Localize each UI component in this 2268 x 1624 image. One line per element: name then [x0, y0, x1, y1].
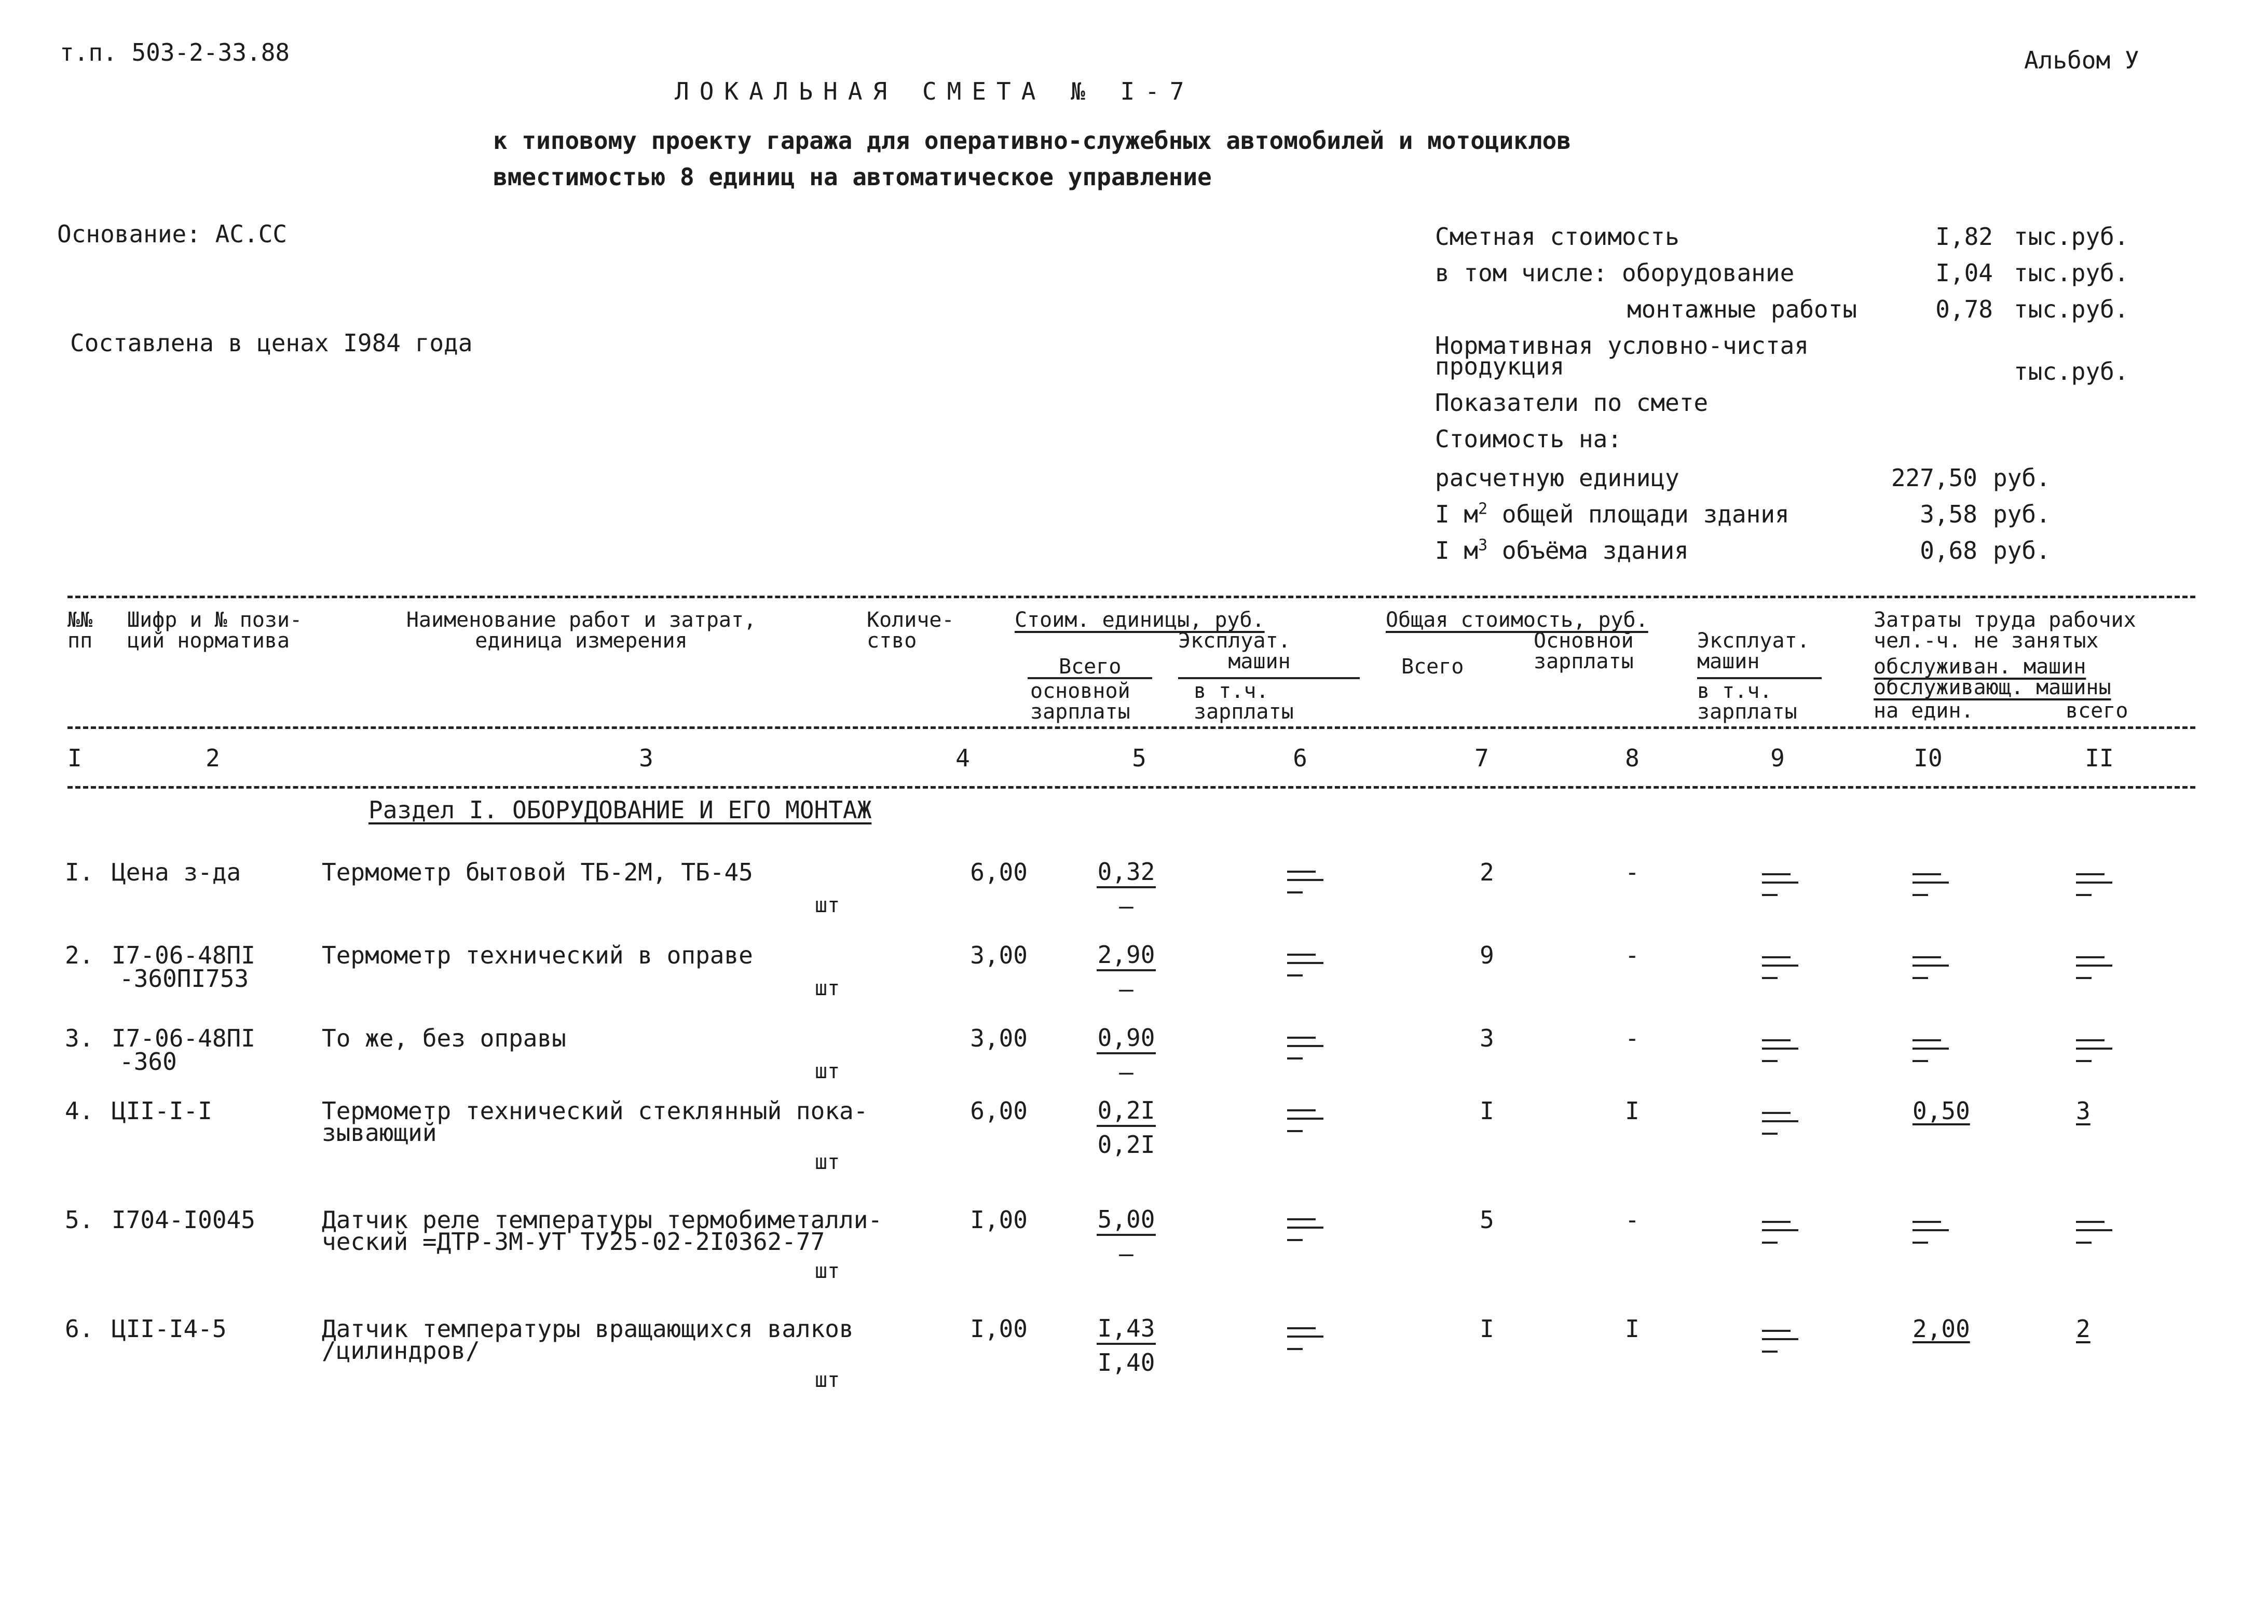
row-unit: шт	[815, 1259, 840, 1283]
row-wages: -	[1625, 1206, 1639, 1234]
row-unit-cost	[1074, 938, 1178, 1006]
col-number-2: 2	[206, 744, 220, 772]
row-name: То же, без оправы	[322, 1024, 566, 1052]
per-unit-value: 227,50	[1891, 464, 1977, 492]
page-title: ЛОКАЛЬНАЯ СМЕТА № I-7	[675, 77, 1195, 105]
row-code-cont: -360	[119, 1048, 177, 1076]
labor-total-dash	[2076, 947, 2123, 983]
col-code-header: Шифр и № пози- ций норматива	[127, 608, 303, 653]
total-machines-dash	[1762, 1030, 1809, 1066]
row-labor-total: 3	[2076, 1097, 2091, 1125]
unit-cost-wages: 0,2I	[1097, 1131, 1155, 1159]
row-unit: шт	[815, 893, 840, 917]
row-labor-total: 2	[2076, 1315, 2091, 1343]
total-wages-header: Основной зарплаты	[1534, 629, 1634, 673]
col-number-3: 3	[639, 744, 653, 772]
row-unit-cost	[1074, 1093, 1178, 1162]
unit-total-header: Всего	[1059, 655, 1122, 679]
col-qty-header: Количе- ство	[867, 608, 954, 653]
unit-cost-total: 2,90	[1097, 941, 1156, 971]
col-number-11: II	[2085, 744, 2114, 772]
row-unit: шт	[815, 1368, 840, 1392]
row-unit-cost	[1074, 1311, 1178, 1380]
unit-cost-total: I,43	[1097, 1315, 1156, 1345]
row-name: Датчик реле температуры термобиметалли-	[322, 1206, 883, 1234]
unit-cost-wages: –	[1119, 1240, 1133, 1268]
including-label: в том числе: оборудование	[1435, 259, 1795, 287]
mounting-unit: тыс.руб.	[2014, 295, 2129, 323]
row-code: ЦII-I4-5	[112, 1315, 227, 1343]
col-number-1: I	[67, 744, 82, 772]
per-m2-label: I $м^2$ общей площади здания	[1435, 500, 1789, 528]
header-mid-rule	[67, 726, 2195, 729]
row-unit-cost	[1074, 1202, 1178, 1271]
row-wages: -	[1625, 1024, 1639, 1052]
normative-unit: тыс.руб.	[2014, 357, 2129, 386]
labor-service-header: обслуживан. машин	[1874, 655, 2086, 679]
row-quantity: 6,00	[970, 858, 1028, 886]
unit-machines-dash	[1287, 1027, 1334, 1064]
indicators-label: Показатели по смете	[1435, 389, 1709, 417]
unit-machines-dash	[1287, 1318, 1334, 1354]
per-m2-value: 3,58	[1920, 500, 1977, 528]
row-name: Термометр технический стеклянный пока-	[322, 1097, 868, 1125]
row-number: 6.	[65, 1315, 94, 1343]
row-name: Термометр бытовой ТБ-2М, ТБ-45	[322, 858, 753, 886]
total-cost-group: Общая стоимость, руб.	[1386, 608, 1648, 632]
row-total: 2	[1480, 858, 1494, 886]
row-code: I7-06-48ПI	[112, 941, 255, 969]
row-unit-cost	[1074, 1021, 1178, 1089]
row-quantity: 3,00	[970, 941, 1028, 969]
row-labor-unit: 0,50	[1912, 1097, 1970, 1125]
total-machines-dash	[1762, 864, 1809, 900]
row-wages: I	[1625, 1315, 1639, 1343]
cost-per-label: Стоимость на:	[1435, 425, 1622, 453]
row-number: 4.	[65, 1097, 94, 1125]
unit-machines-wages-header: в т.ч. зарплаты	[1194, 679, 1294, 724]
col-name-header: Наименование работ и затрат, единица измерения	[406, 608, 757, 653]
row-wages: I	[1625, 1097, 1639, 1125]
section-title: Раздел I. ОБОРУДОВАНИЕ И ЕГО МОНТАЖ	[368, 796, 872, 824]
cost-value: I,82	[1935, 223, 1993, 251]
subtitle-line-2: вместимостью 8 единиц на автоматическое управление	[493, 163, 1212, 191]
labor-total-dash	[2076, 1030, 2123, 1066]
mounting-value: 0,78	[1935, 295, 1993, 323]
unit-machines-dash	[1287, 944, 1334, 981]
row-quantity: I,00	[970, 1315, 1028, 1343]
col-number-8: 8	[1625, 744, 1639, 772]
unit-cost-total: 0,90	[1097, 1024, 1156, 1054]
unit-cost-group: Стоим. единицы, руб.	[1015, 608, 1265, 632]
project-code: т.п. 503-2-33.88	[60, 38, 290, 66]
labor-group: Затраты труда рабочих чел.-ч. не занятых	[1874, 608, 2136, 653]
per-m2-rub: руб.	[1993, 500, 2051, 528]
labor-unit-dash	[1912, 1212, 1959, 1248]
unit-cost-total: 0,2I	[1097, 1097, 1156, 1127]
row-number: 5.	[65, 1206, 94, 1234]
row-name-cont: /цилиндров/	[322, 1337, 480, 1365]
row-code-cont: -360ПI753	[119, 965, 249, 993]
unit-wages-header: основной зарплаты	[1030, 679, 1130, 724]
row-code: Цена з-да	[112, 858, 241, 886]
col-number-5: 5	[1132, 744, 1146, 772]
normative-label-1: Нормативная условно-чистая	[1435, 332, 1809, 360]
row-labor-unit: 2,00	[1912, 1315, 1970, 1343]
cost-unit: тыс.руб.	[2014, 223, 2129, 251]
total-machines-dash	[1762, 1103, 1809, 1139]
normative-label-2: продукция	[1435, 352, 1565, 380]
header-top-rule	[67, 596, 2195, 598]
per-m3-label: I $м^3$ объёма здания	[1435, 536, 1689, 565]
row-unit-cost	[1074, 855, 1178, 923]
row-name-cont: ческий =ДТР-3М-УТ ТУ25-02-2I0362-77	[322, 1228, 825, 1256]
subtitle-line-1: к типовому проекту гаража для оперативно-служебных автомобилей и мотоциклов	[493, 127, 1572, 155]
row-name: Термометр технический в оправе	[322, 941, 753, 969]
labor-unit-dash	[1912, 1030, 1959, 1066]
mounting-label: монтажные работы	[1627, 295, 1857, 323]
unit-cost-total: 5,00	[1097, 1206, 1156, 1236]
per-m3-rub: руб.	[1993, 536, 2051, 565]
labor-total-dash	[2076, 1212, 2123, 1248]
row-total: 3	[1480, 1024, 1494, 1052]
row-name-cont: зывающий	[322, 1119, 437, 1147]
basis-label: Основание: АС.СС	[57, 220, 288, 248]
col-number-10: I0	[1914, 744, 1943, 772]
labor-unit-dash	[1912, 947, 1959, 983]
row-unit: шт	[815, 976, 840, 1000]
labor-service2-header: обслуживающ. машины	[1874, 676, 2111, 699]
cost-label: Сметная стоимость	[1435, 223, 1679, 251]
labor-per-unit-header: на един.	[1874, 699, 1974, 723]
labor-total-header: всего	[2066, 699, 2128, 723]
row-number: I.	[65, 858, 94, 886]
row-total: 9	[1480, 941, 1494, 969]
row-unit: шт	[815, 1150, 840, 1174]
unit-machines-dash	[1287, 1209, 1334, 1245]
total-machines-dash	[1762, 1320, 1809, 1357]
total-machines-wages-header: в т.ч. зарплаты	[1697, 679, 1797, 724]
unit-machines-dash	[1287, 861, 1334, 898]
album-label: Альбом У	[2024, 46, 2139, 74]
row-code: ЦII-I-I	[112, 1097, 212, 1125]
total-machines-dash	[1762, 947, 1809, 983]
equipment-unit: тыс.руб.	[2014, 259, 2129, 287]
row-total: I	[1480, 1315, 1494, 1343]
unit-machines-header: Эксплуат. машин	[1178, 629, 1291, 673]
row-number: 2.	[65, 941, 94, 969]
labor-total-dash	[2076, 864, 2123, 900]
unit-cost-wages: –	[1119, 975, 1133, 1003]
equipment-value: I,04	[1935, 259, 1993, 287]
row-wages: -	[1625, 858, 1639, 886]
row-quantity: I,00	[970, 1206, 1028, 1234]
col-number-9: 9	[1770, 744, 1785, 772]
row-quantity: 3,00	[970, 1024, 1028, 1052]
row-unit: шт	[815, 1059, 840, 1083]
row-quantity: 6,00	[970, 1097, 1028, 1125]
total-machines-dash	[1762, 1212, 1809, 1248]
row-wages: -	[1625, 941, 1639, 969]
row-code: I7-06-48ПI	[112, 1024, 255, 1052]
per-unit-rub: руб.	[1993, 464, 2051, 492]
total-machines-header: Эксплуат. машин	[1697, 629, 1810, 673]
header-bottom-rule	[67, 786, 2195, 789]
row-total: I	[1480, 1097, 1494, 1125]
col-number-4: 4	[955, 744, 970, 772]
per-m3-value: 0,68	[1920, 536, 1977, 565]
total-all-header: Всего	[1401, 655, 1464, 679]
labor-unit-dash	[1912, 864, 1959, 900]
row-total: 5	[1480, 1206, 1494, 1234]
col-number-6: 6	[1293, 744, 1307, 772]
row-number: 3.	[65, 1024, 94, 1052]
prices-year: Составлена в ценах I984 года	[70, 329, 473, 357]
row-code: I704-I0045	[112, 1206, 255, 1234]
row-name: Датчик температуры вращающихся валков	[322, 1315, 854, 1343]
unit-cost-total: 0,32	[1097, 858, 1156, 888]
col-number-7: 7	[1474, 744, 1489, 772]
unit-cost-wages: I,40	[1097, 1348, 1155, 1377]
unit-machines-dash	[1287, 1100, 1334, 1136]
col-num-header: №№ пп	[67, 608, 93, 653]
per-unit-label: расчетную единицу	[1435, 464, 1679, 492]
unit-cost-wages: –	[1119, 892, 1133, 920]
unit-cost-wages: –	[1119, 1058, 1133, 1086]
